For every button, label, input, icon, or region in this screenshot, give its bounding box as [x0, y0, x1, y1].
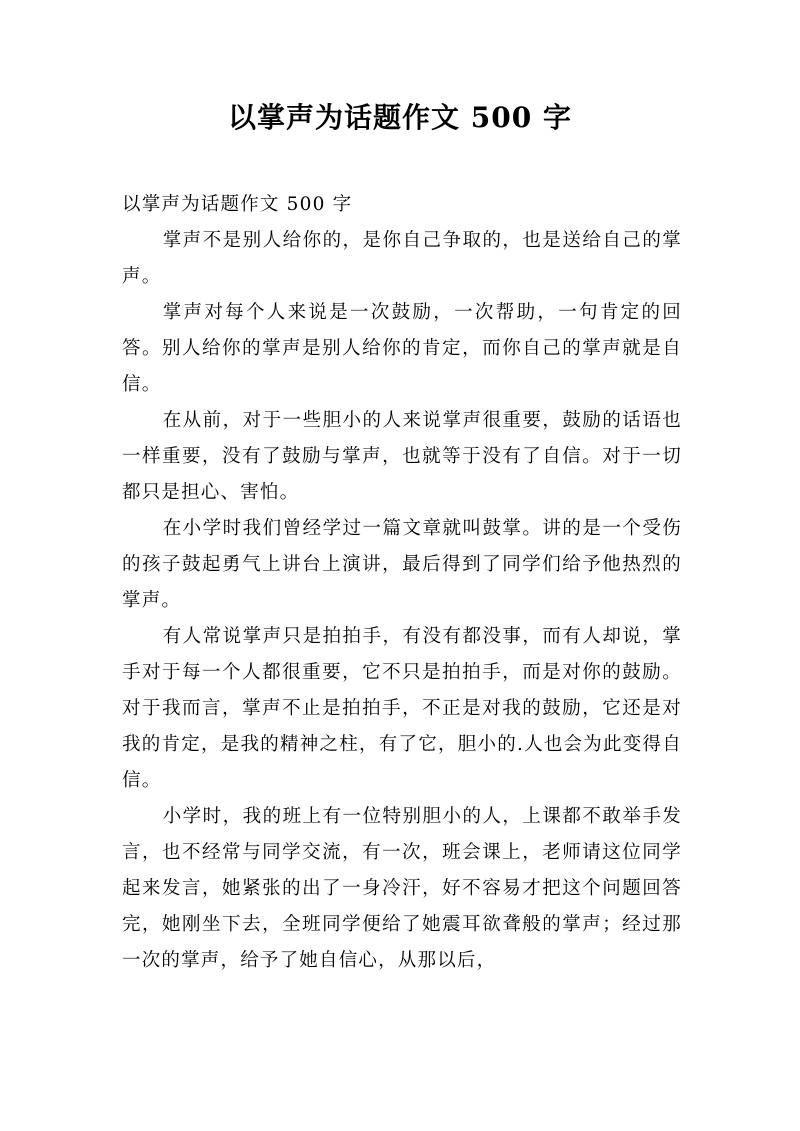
document-title: 以掌声为话题作文 500 字	[228, 101, 572, 134]
paragraph: 在从前，对于一些胆小的人来说掌声很重要，鼓励的话语也一样重要，没有了鼓励与掌声，也就等于没有了自信。对于一切都只是担心、害怕。	[122, 410, 682, 503]
paragraph: 小学时，我的班上有一位特别胆小的人，上课都不敢举手发言，也不经常与同学交流，有一次，班会课上，老师请这位同学起来发言，她紧张的出了一身冷汗，好不容易才把这个问题回答完，她刚坐下去，全班同学便给了她震耳欲聋般的掌声；经过那一次的掌声，给予了她自信心，从那以后，	[122, 806, 682, 971]
document-body	[122, 187, 682, 979]
paragraph: 掌声对每个人来说是一次鼓励，一次帮助，一句肯定的回答。别人给你的掌声是别人给你的肯定，而你自己的掌声就是自信。	[122, 302, 682, 395]
paragraph: 在小学时我们曾经学过一篇文章就叫鼓掌。讲的是一个受伤的孩子鼓起勇气上讲台上演讲，最后得到了同学们给予他热烈的掌声。	[122, 518, 682, 611]
document-subtitle: 以掌声为话题作文 500 字	[122, 194, 353, 215]
paragraph: 掌声不是别人给你的，是你自己争取的，也是送给自己的掌声。	[122, 230, 682, 287]
paragraph: 有人常说掌声只是拍拍手，有没有都没事，而有人却说，掌手对于每一个人都很重要，它不只是拍拍手，而是对你的鼓励。对于我而言，掌声不止是拍拍手，不正是对我的鼓励，它还是对我的肯定，是我的精神之柱，有了它，胆小的.人也会为此变得自信。	[122, 626, 682, 791]
